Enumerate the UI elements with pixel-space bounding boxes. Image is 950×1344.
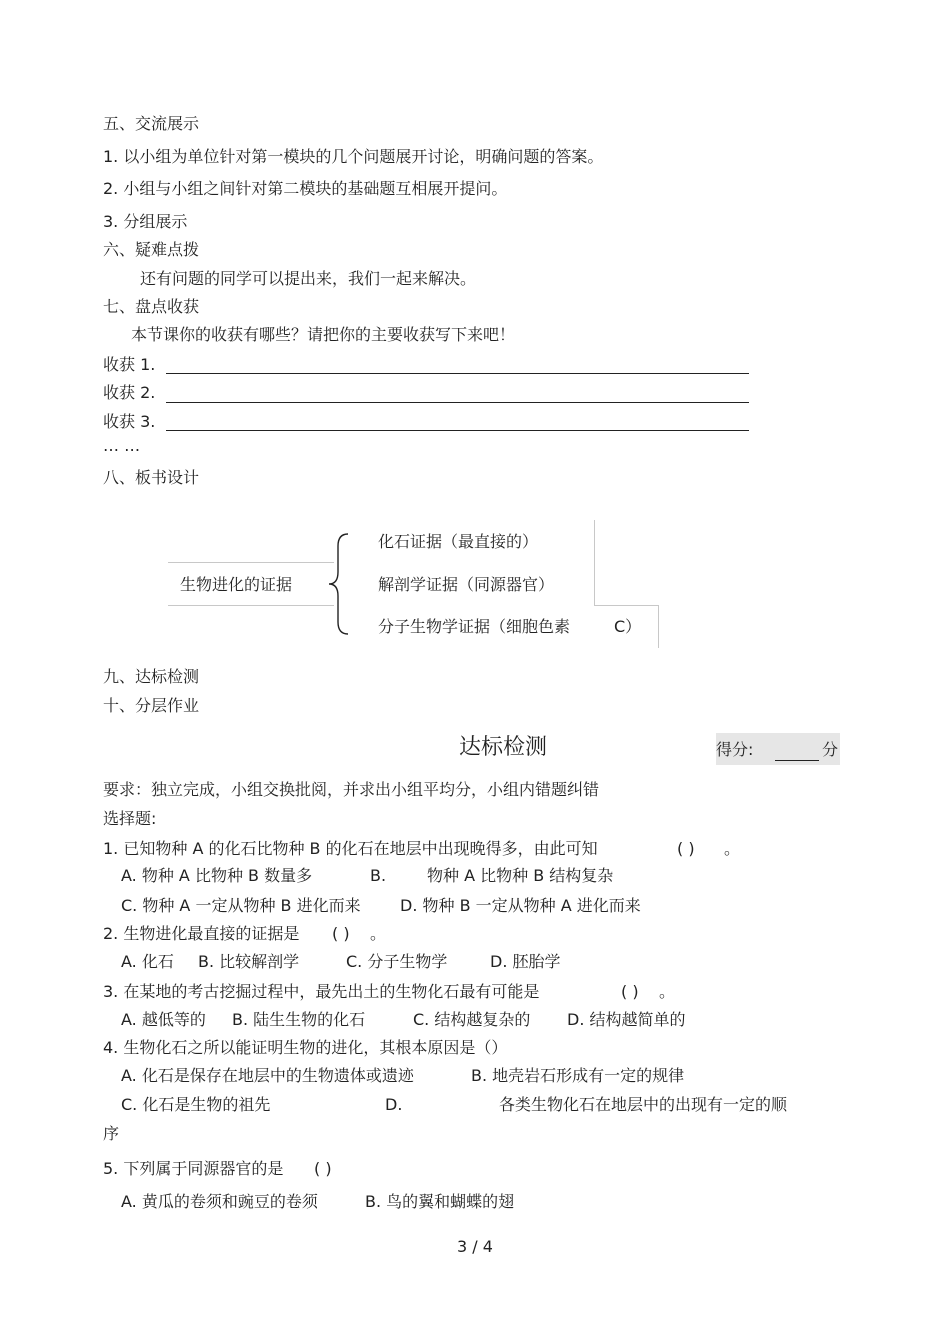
section10-heading: 十、分层作业 — [103, 696, 200, 715]
q3-end: 。 — [659, 982, 676, 1001]
test-title: 达标检测 — [459, 735, 548, 760]
harvest-2-label: 收获 2. — [103, 383, 156, 402]
q2-end: 。 — [370, 924, 387, 943]
board-root: 生物进化的证据 — [180, 575, 293, 594]
harvest-1-line — [166, 373, 749, 374]
section7-heading: 七、盘点收获 — [103, 297, 200, 316]
q2-option-b: B. 比较解剖学 — [198, 952, 300, 971]
test-type-label: 选择题: — [103, 809, 157, 828]
page-number: 3 / 4 — [457, 1237, 493, 1256]
section6-heading: 六、疑难点拨 — [103, 240, 200, 259]
q3-bracket: ( ) — [621, 982, 639, 1001]
section5-item-2: 2. 小组与小组之间针对第二模块的基础题互相展开提问。 — [103, 179, 508, 198]
board-branch-3: 分子生物学证据（细胞色素 — [378, 617, 571, 636]
section7-prompt: 本节课你的收获有哪些？请把你的主要收获写下来吧！ — [131, 325, 516, 344]
q4-stem: 4. 生物化石之所以能证明生物的进化，其根本原因是（） — [103, 1038, 508, 1057]
section9-heading: 九、达标检测 — [103, 667, 200, 686]
board-frame-line — [594, 520, 595, 605]
q1-option-d: D. 物种 B 一定从物种 A 进化而来 — [400, 896, 641, 915]
q2-option-c: C. 分子生物学 — [346, 952, 448, 971]
board-branch-1: 化石证据（最直接的） — [378, 532, 539, 551]
q2-stem: 2. 生物进化最直接的证据是 — [103, 924, 300, 943]
q4-option-c: C. 化石是生物的祖先 — [121, 1095, 271, 1114]
board-brace — [326, 532, 352, 636]
q4-option-d-wrap: 序 — [103, 1124, 120, 1143]
board-root-top-line — [168, 562, 334, 563]
harvest-3-line — [166, 430, 749, 431]
q1-option-b: 物种 A 比物种 B 结构复杂 — [427, 866, 614, 885]
q2-bracket: ( ) — [332, 924, 350, 943]
q1-option-b-letter: B. — [370, 866, 387, 885]
board-branch-2: 解剖学证据（同源器官） — [378, 575, 555, 594]
q1-end: 。 — [724, 839, 741, 858]
board-frame-line — [594, 605, 658, 606]
test-requirement: 要求：独立完成，小组交换批阅，并求出小组平均分，小组内错题纠错 — [103, 780, 600, 799]
q4-option-b: B. 地壳岩石形成有一定的规律 — [471, 1066, 685, 1085]
section5-item-3: 3. 分组展示 — [103, 212, 188, 231]
q2-option-d: D. 胚胎学 — [490, 952, 561, 971]
ellipsis: … … — [103, 436, 141, 455]
section5-heading: 五、交流展示 — [103, 114, 200, 133]
section6-text: 还有问题的同学可以提出来，我们一起来解决。 — [140, 269, 477, 288]
q3-option-b: B. 陆生生物的化石 — [232, 1010, 366, 1029]
harvest-3-label: 收获 3. — [103, 412, 156, 431]
board-branch-3-tail: C） — [614, 617, 642, 636]
q4-option-d-letter: D. — [385, 1095, 403, 1114]
harvest-1-label: 收获 1. — [103, 355, 156, 374]
q5-option-b: B. 鸟的翼和蝴蝶的翅 — [365, 1192, 515, 1211]
section8-heading: 八、板书设计 — [103, 468, 200, 487]
q4-option-d: 各类生物化石在地层中的出现有一定的顺 — [499, 1095, 788, 1114]
q2-option-a: A. 化石 — [121, 952, 174, 971]
score-blank — [775, 760, 819, 761]
board-frame-line — [658, 605, 659, 648]
q3-option-c: C. 结构越复杂的 — [413, 1010, 531, 1029]
q1-option-a: A. 物种 A 比物种 B 数量多 — [121, 866, 313, 885]
q4-option-a: A. 化石是保存在地层中的生物遗体或遗迹 — [121, 1066, 414, 1085]
q1-bracket: ( ) — [677, 839, 695, 858]
score-unit: 分 — [822, 740, 839, 759]
q3-stem: 3. 在某地的考古挖掘过程中，最先出土的生物化石最有可能是 — [103, 982, 540, 1001]
q1-option-c: C. 物种 A 一定从物种 B 进化而来 — [121, 896, 361, 915]
harvest-2-line — [166, 402, 749, 403]
q5-stem: 5. 下列属于同源器官的是 — [103, 1159, 284, 1178]
q5-option-a: A. 黄瓜的卷须和豌豆的卷须 — [121, 1192, 318, 1211]
section5-item-1: 1. 以小组为单位针对第一模块的几个问题展开讨论，明确问题的答案。 — [103, 147, 604, 166]
q5-bracket: ( ) — [314, 1159, 332, 1178]
q3-option-d: D. 结构越简单的 — [567, 1010, 686, 1029]
q1-stem: 1. 已知物种 A 的化石比物种 B 的化石在地层中出现晚得多，由此可知 — [103, 839, 598, 858]
q3-option-a: A. 越低等的 — [121, 1010, 206, 1029]
board-root-bottom-line — [168, 605, 334, 606]
score-label: 得分: — [716, 740, 754, 759]
